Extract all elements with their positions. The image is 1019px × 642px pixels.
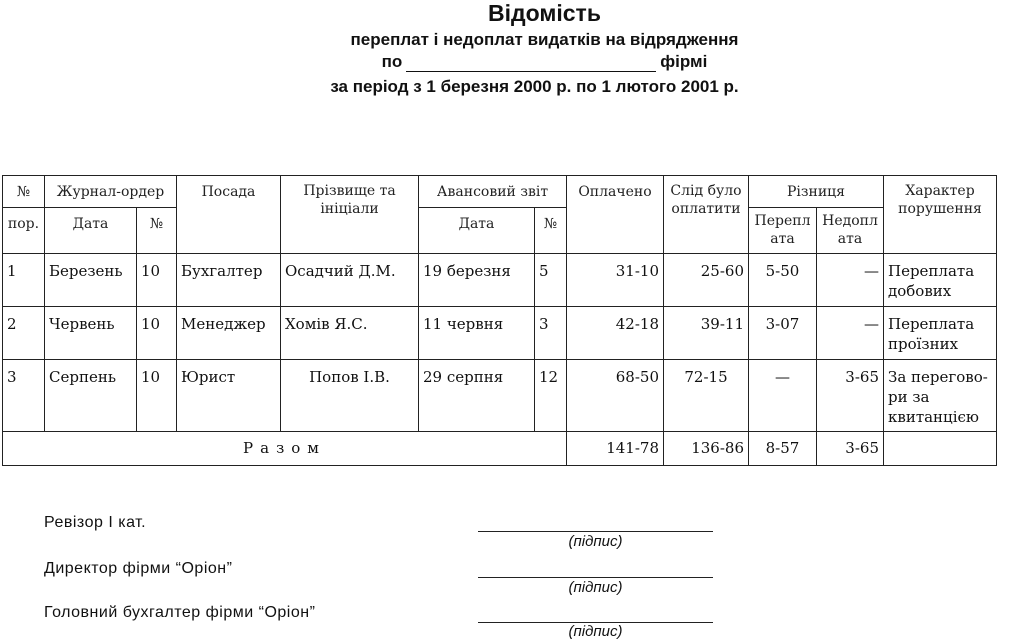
row-no: 2 <box>3 307 45 360</box>
head-journal-no: № <box>137 208 177 254</box>
table-row <box>3 360 997 432</box>
row-name: Попов І.В. <box>281 360 419 432</box>
row-paid: 42-18 <box>567 307 664 360</box>
row-position: Юрист <box>177 360 281 432</box>
period-line: за період з 1 березня 2000 р. по 1 лютого 2001 р. <box>330 77 739 96</box>
head-nature: Характер порушення <box>884 176 997 254</box>
row-nature: За переговори за квитанцією <box>884 360 997 432</box>
head-report-date: Дата <box>419 208 535 254</box>
head-report: Авансовий звіт <box>419 176 567 208</box>
signature-line-auditor <box>478 531 713 532</box>
firm-prefix: по <box>381 52 403 71</box>
total-due: 136-86 <box>664 432 749 466</box>
row-overpay: — <box>749 360 817 432</box>
row-underpay: 3-65 <box>817 360 884 432</box>
row-journal-no: 10 <box>137 360 177 432</box>
head-report-no: № <box>535 208 567 254</box>
row-nature: Переплата добових <box>884 254 997 307</box>
head-journal-date: Дата <box>45 208 137 254</box>
row-journal-no: 10 <box>137 254 177 307</box>
row-paid: 31-10 <box>567 254 664 307</box>
total-underpay: 3-65 <box>817 432 884 466</box>
total-row <box>3 432 997 466</box>
signature-caption-auditor: (підпис) <box>568 533 623 550</box>
head-journal: Журнал-ордер <box>45 176 177 208</box>
row-due: 72-15 <box>664 360 749 432</box>
row-underpay: — <box>817 254 884 307</box>
firm-blank-line <box>406 55 656 72</box>
row-position: Бухгалтер <box>177 254 281 307</box>
row-nature: Переплата проїзних <box>884 307 997 360</box>
row-month: Серпень <box>45 360 137 432</box>
row-due: 25-60 <box>664 254 749 307</box>
row-no: 3 <box>3 360 45 432</box>
signature-role-director: Директор фірми “Оріон” <box>44 560 233 577</box>
signature-caption-director: (підпис) <box>568 579 623 596</box>
document-subtitle: переплат і недоплат видатків на відрядження <box>350 30 739 49</box>
row-no: 1 <box>3 254 45 307</box>
firm-suffix: фірмі <box>660 52 708 71</box>
row-position: Менеджер <box>177 307 281 360</box>
total-label: Разом <box>3 432 567 466</box>
row-report-date: 19 березня <box>419 254 535 307</box>
row-overpay: 5-50 <box>749 254 817 307</box>
discrepancy-table <box>2 175 997 466</box>
row-underpay: — <box>817 307 884 360</box>
table-row <box>3 307 997 360</box>
row-report-date: 11 червня <box>419 307 535 360</box>
row-name: Осадчий Д.М. <box>281 254 419 307</box>
row-overpay: 3-07 <box>749 307 817 360</box>
row-month: Березень <box>45 254 137 307</box>
head-overpay: Переплата <box>749 208 817 254</box>
row-paid: 68-50 <box>567 360 664 432</box>
signature-line-director <box>478 577 713 578</box>
row-report-no: 5 <box>535 254 567 307</box>
signature-role-chief-accountant: Головний бухгалтер фірми “Оріон” <box>44 604 316 621</box>
row-month: Червень <box>45 307 137 360</box>
head-due: Слід було оплатити <box>664 176 749 254</box>
head-underpay: Недоплата <box>817 208 884 254</box>
document-title: Відомість <box>488 0 601 26</box>
total-nature <box>884 432 997 466</box>
firm-line <box>0 52 1019 72</box>
total-overpay: 8-57 <box>749 432 817 466</box>
head-diff: Різниця <box>749 176 884 208</box>
head-paid: Оплачено <box>567 176 664 254</box>
row-name: Хомів Я.С. <box>281 307 419 360</box>
signature-role-auditor: Ревізор І кат. <box>44 514 147 531</box>
total-paid: 141-78 <box>567 432 664 466</box>
head-name: Прізвище та ініціали <box>281 176 419 254</box>
row-report-date: 29 серпня <box>419 360 535 432</box>
signature-caption-chief-accountant: (підпис) <box>568 623 623 640</box>
row-report-no: 12 <box>535 360 567 432</box>
row-report-no: 3 <box>535 307 567 360</box>
head-no-sub: пор. <box>3 208 45 254</box>
row-journal-no: 10 <box>137 307 177 360</box>
table-row <box>3 254 997 307</box>
head-no: № <box>3 176 45 208</box>
head-position: Посада <box>177 176 281 254</box>
row-due: 39-11 <box>664 307 749 360</box>
